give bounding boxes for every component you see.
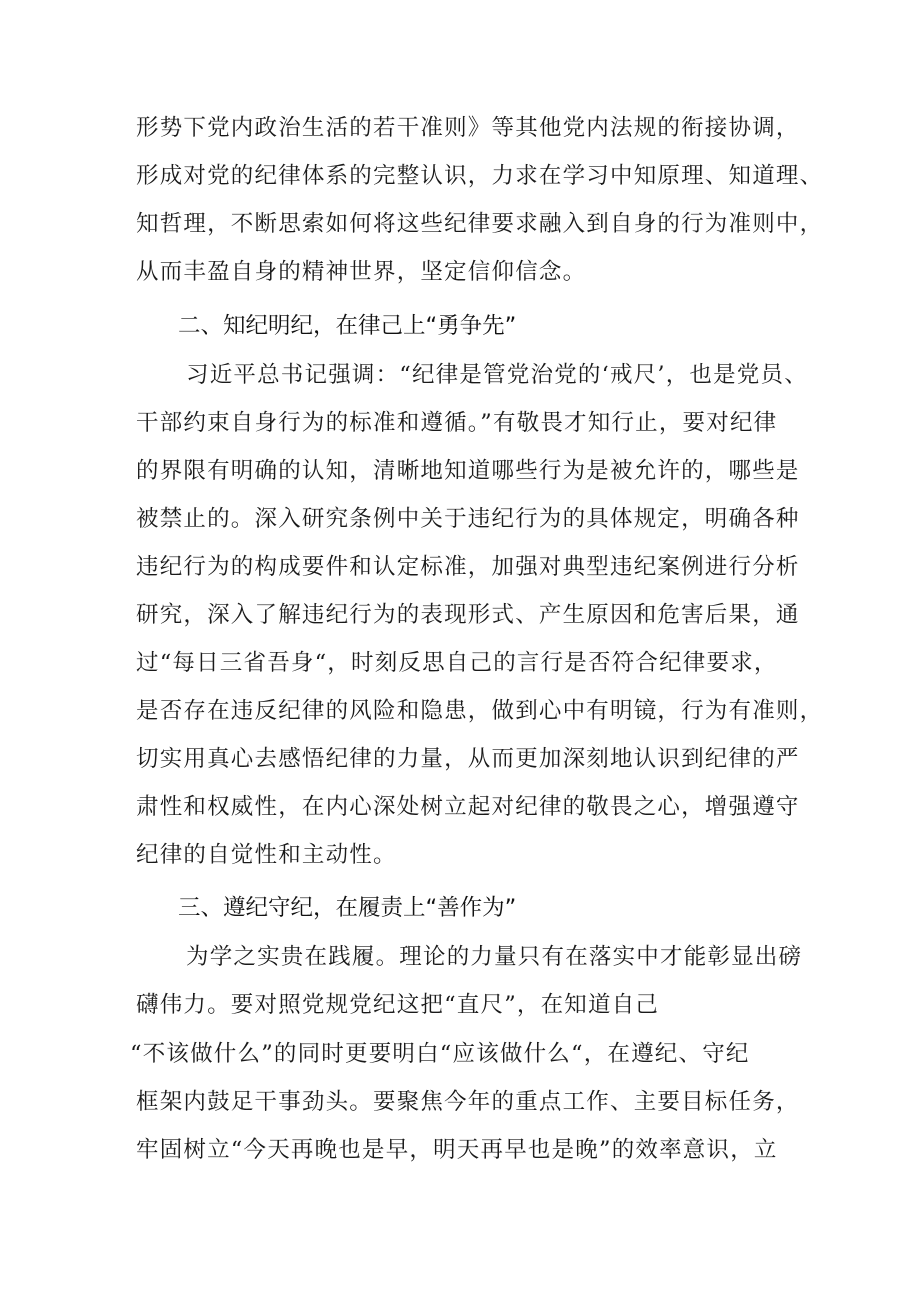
paragraph-line: 切实用真心去感悟纪律的力量，从而更加深刻地认识到纪律的严 — [136, 746, 800, 772]
paragraph-line: 知哲理，不断思索如何将这些纪律要求融入到自身的行为准则中， — [136, 211, 824, 237]
paragraph-line: 习近平总书记强调：“纪律是管党治党的‘戒尺’，也是党员、 — [186, 362, 808, 388]
paragraph-line: 框架内鼓足干事劲头。要聚焦今年的重点工作、主要目标任务， — [136, 1089, 800, 1115]
paragraph-line: 违纪行为的构成要件和认定标准，加强对典型违纪案例进行分析 — [136, 554, 800, 580]
paragraph-line: 被禁止的。深入研究条例中关于违纪行为的具体规定，明确各种 — [136, 506, 800, 532]
paragraph-line: 研究，深入了解违纪行为的表现形式、产生原因和危害后果，通 — [136, 602, 800, 628]
paragraph-line: 的界限有明确的认知，清晰地知道哪些行为是被允许的，哪些是 — [136, 458, 800, 484]
paragraph-line: 干部约束自身行为的标准和遵循。”有敬畏才知行止，要对纪律 — [136, 410, 778, 436]
paragraph-line: 为学之实贵在践履。理论的力量只有在落实中才能彰显出磅 — [186, 944, 803, 970]
paragraph-line: 过“每日三省吾身“，时刻反思自己的言行是否符合纪律要求， — [136, 650, 778, 676]
paragraph-line: 牢固树立“今天再晚也是早，明天再早也是晚”的效率意识，立 — [136, 1137, 778, 1163]
paragraph-line: 肃性和权威性，在内心深处树立起对纪律的敬畏之心，增强遵守 — [136, 794, 800, 820]
section-heading-2: 二、知纪明纪，在律己上“勇争先” — [178, 313, 517, 339]
paragraph-line: 纪律的自觉性和主动性。 — [136, 842, 397, 868]
paragraph-line: 从而丰盈自身的精神世界，坚定信仰信念。 — [136, 259, 587, 285]
section-heading-3: 三、遵纪守纪，在履责上“善作为” — [178, 895, 517, 921]
paragraph-line: 形成对党的纪律体系的完整认识，力求在学习中知原理、知道理、 — [136, 163, 824, 189]
paragraph-line: 礴伟力。要对照党规党纪这把“直尺”，在知道自己 — [136, 992, 660, 1018]
paragraph-line: “不该做什么”的同时更要明白“应该做什么“，在遵纪、守纪 — [130, 1041, 750, 1067]
paragraph-line: 是否存在违反纪律的风险和隐患，做到心中有明镜，行为有准则， — [136, 698, 824, 724]
paragraph-line: 形势下党内政治生活的若干准则》等其他党内法规的衔接协调， — [136, 115, 800, 141]
